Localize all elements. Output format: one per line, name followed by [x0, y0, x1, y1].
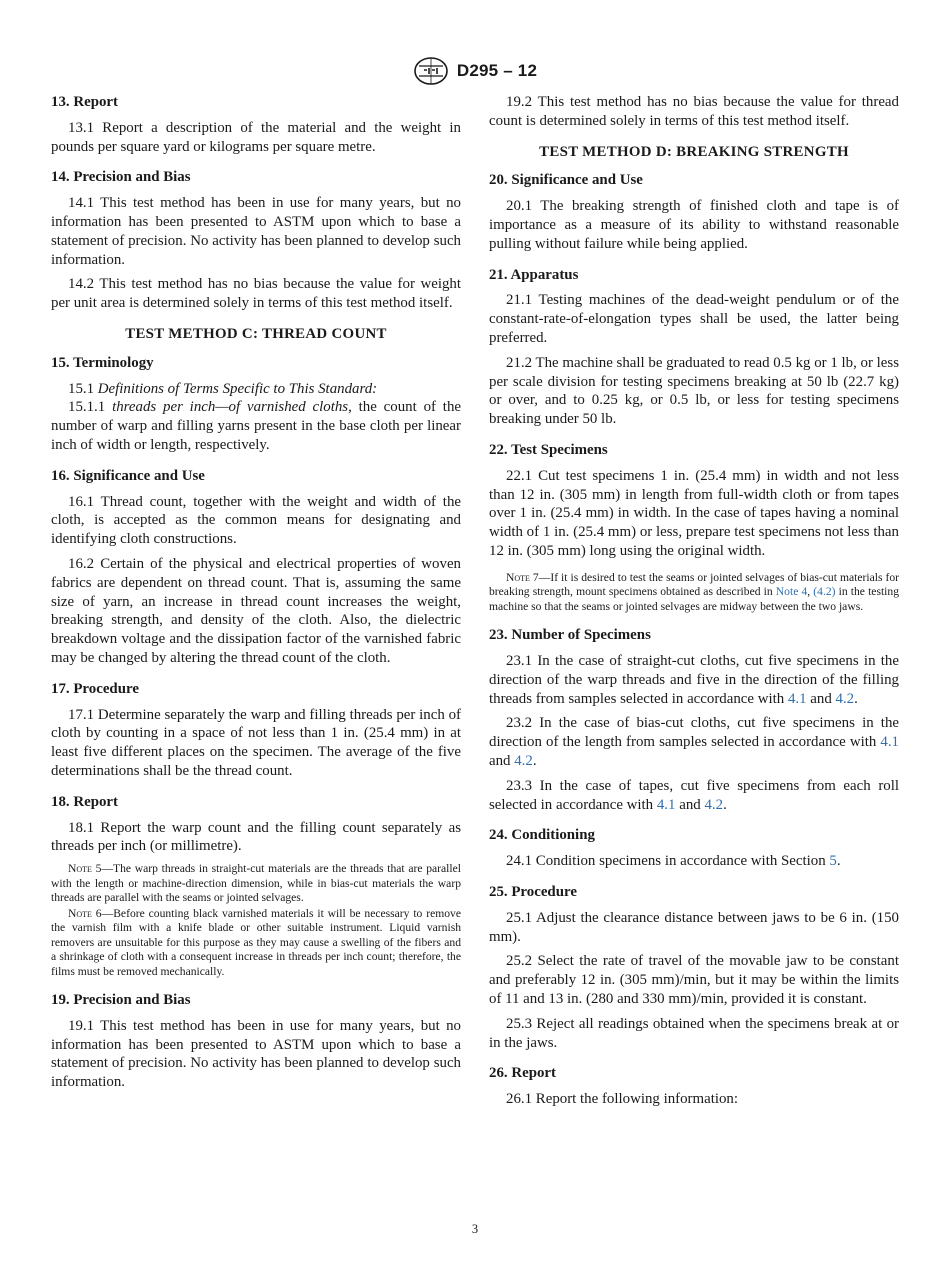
right-column	[489, 93, 899, 1109]
section-4-2-link[interactable]: 4.2	[835, 690, 855, 707]
section-5-link[interactable]: 5	[829, 853, 837, 870]
paragraph-17-1: 17.1 Determine separately the warp and filling threads per inch of cloth by counting in a space of not less than 1 in. (25.4 mm) in at least five different places on the specimen. The average of the five determinations shall be the thread count.	[51, 706, 461, 779]
paragraph-21-2: 21.2 The machine shall be graduated to read 0.5 kg or 1 lb, or less per scale division for testing specimens breaking at 50 lb (22.7 kg) or over, and to 0.25 kg, or 0.5 lb, or less for testing specimens breaking under 50 lb.	[489, 354, 899, 428]
paragraph-21-1: 21.1 Testing machines of the dead-weight pendulum or of the constant-rate-of-elongation types shall be used, the latter being preferred.	[489, 292, 899, 346]
note-6: Note 6—Before counting black varnished materials it will be necessary to remove the varnish film with a knife blade or other suitable instrument. Liquid varnish removers are unsuitable for this purpose as they may cause a swelling of the fibers and a shrinkage of cloth with a consequent increase in threads per inch count; therefore, the films must be removed mechanically.	[51, 906, 461, 978]
document-code: D295 – 12	[456, 61, 538, 80]
paragraph-24-1: 24.1 Condition specimens in accordance with Section 5.	[506, 853, 841, 870]
note-5: Note 5—The warp threads in straight-cut materials are the threads that are parallel with the length or machine-direction dimension, while in bias-cut materials the warp threads are parallel with the seams or jointed selvages.	[51, 862, 461, 905]
paragraph-25-1: 25.1 Adjust the clearance distance between jaws to be 6 in. (150 mm).	[489, 909, 899, 945]
test-method-c-heading: TEST METHOD C: THREAD COUNT	[125, 325, 387, 342]
paragraph-23-3: 23.3 In the case of tapes, cut five specimens from each roll selected in accordance with 4.1 and 4.2.	[489, 777, 899, 813]
section-17-heading: 17. Procedure	[51, 680, 139, 697]
note-7: Note 7—If it is desired to test the seams or jointed selvages of bias-cut materials for breaking strength, mount specimens obtained as described in Note 4, (4.2) in the testing machine so that the seams or jointed selvages are midway between the two jaws.	[489, 570, 899, 613]
paragraph-15-1: 15.1 Definitions of Terms Specific to This Standard:	[68, 380, 378, 397]
section-21-heading: 21. Apparatus	[489, 266, 579, 283]
section-20-heading: 20. Significance and Use	[489, 172, 643, 189]
section-4-1-link[interactable]: 4.1	[880, 734, 899, 751]
section-4-2-link[interactable]: 4.2	[704, 796, 724, 813]
paragraph-19-1: 19.1 This test method has been in use for many years, but no information has been presented to ASTM upon which to base a statement of precision. No activity has been planned to develop such information.	[51, 1017, 461, 1091]
paragraph-15-1-1: 15.1.1 threads per inch—of varnished cloths, the count of the number of warp and filling yarns present in the base cloth per linear inch of width or length, respectively.	[51, 399, 461, 453]
section-16-heading: 16. Significance and Use	[51, 467, 205, 484]
section-13-heading: 13. Report	[51, 94, 118, 110]
paragraph-20-1: 20.1 The breaking strength of finished cloth and tape is of importance as a measure of its ability to withstand reasonable pulling without failure while being applied.	[489, 198, 899, 252]
section-22-heading: 22. Test Specimens	[489, 441, 608, 458]
paragraph-25-2: 25.2 Select the rate of travel of the movable jaw to be constant and preferably 12 in. (305 mm)/min, but it may be within the limits of 11 and 13 in. (280 and 330 mm)/min, provided it is constant.	[489, 953, 899, 1007]
test-method-d-heading: TEST METHOD D: BREAKING STRENGTH	[539, 143, 849, 160]
paragraph-14-2: 14.2 This test method has no bias because the value for weight per unit area is determined solely in terms of this test method itself.	[51, 276, 461, 312]
section-4-1-link[interactable]: 4.1	[656, 796, 676, 813]
paragraph-18-1: 18.1 Report the warp count and the filling count separately as threads per inch (or millimetre).	[51, 819, 461, 855]
paragraph-14-1: 14.1 This test method has been in use for many years, but no information has been presented to ASTM upon which to base a statement of precision. No activity has been planned to develop such information.	[51, 195, 461, 268]
section-15-heading: 15. Terminology	[51, 354, 154, 371]
left-column	[51, 93, 461, 1092]
section-19-heading: 19. Precision and Bias	[51, 992, 191, 1009]
paragraph-23-1: 23.1 In the case of straight-cut cloths, cut five specimens in the direction of the warp threads and five in the direction of the filling threads from samples selected in accordance with 4.1 and 4.2.	[489, 653, 899, 707]
paragraph-19-2: 19.2 This test method has no bias because the value for thread count is determined solely in terms of this test method itself.	[489, 94, 899, 129]
page-number: 3	[471, 1222, 479, 1236]
section-4-1-link[interactable]: 4.1	[787, 690, 807, 707]
section-4-2-link[interactable]: 4.2	[514, 753, 533, 770]
note-4-link[interactable]: Note 4	[775, 585, 808, 599]
paragraph-23-2: 23.2 In the case of bias-cut cloths, cut five specimens in the direction of the length from samples selected in accordance with 4.1 and 4.2.	[489, 715, 899, 770]
section-23-heading: 23. Number of Specimens	[489, 627, 651, 644]
paragraph-13-1: 13.1 Report a description of the material and the weight in pounds per square yard or kilograms per square metre.	[51, 119, 461, 155]
paragraph-22-1: 22.1 Cut test specimens 1 in. (25.4 mm) in width and not less than 12 in. (305 mm) in length from full-width cloth or from tapes over 1 in. (25.4 mm) in width. In the case of tapes having a nominal width of 1 in. (25.4 mm) or less, prepare test specimens not less than 12 in. (305 mm) long using the original width.	[489, 467, 899, 559]
section-14-heading: 14. Precision and Bias	[51, 169, 191, 186]
section-25-heading: 25. Procedure	[489, 884, 577, 900]
page-header	[0, 56, 950, 86]
paragraph-25-3: 25.3 Reject all readings obtained when the specimens break at or in the jaws.	[489, 1015, 899, 1051]
section-26-heading: 26. Report	[489, 1065, 556, 1082]
section-24-heading: 24. Conditioning	[489, 827, 595, 844]
paragraph-16-1: 16.1 Thread count, together with the weight and width of the cloth, is accepted as the common means for designating and identifying cloth constructions.	[51, 493, 461, 548]
astm-logo-icon	[413, 56, 449, 86]
section-4-2-link[interactable]: (4.2)	[813, 585, 836, 599]
paragraph-26-1: 26.1 Report the following information:	[506, 1091, 739, 1108]
paragraph-16-2: 16.2 Certain of the physical and electrical properties of woven fabrics are dependent on thread count. That is, assuming the same size of yarn, an increase in thread count increases the weight, breaking strength, and density of the cloth. Also, the dielectric breakdown voltage and the dissipation factor of the varnished fabric may be changed by altering the thread count of the cloth.	[51, 555, 461, 666]
section-18-heading: 18. Report	[51, 793, 118, 810]
